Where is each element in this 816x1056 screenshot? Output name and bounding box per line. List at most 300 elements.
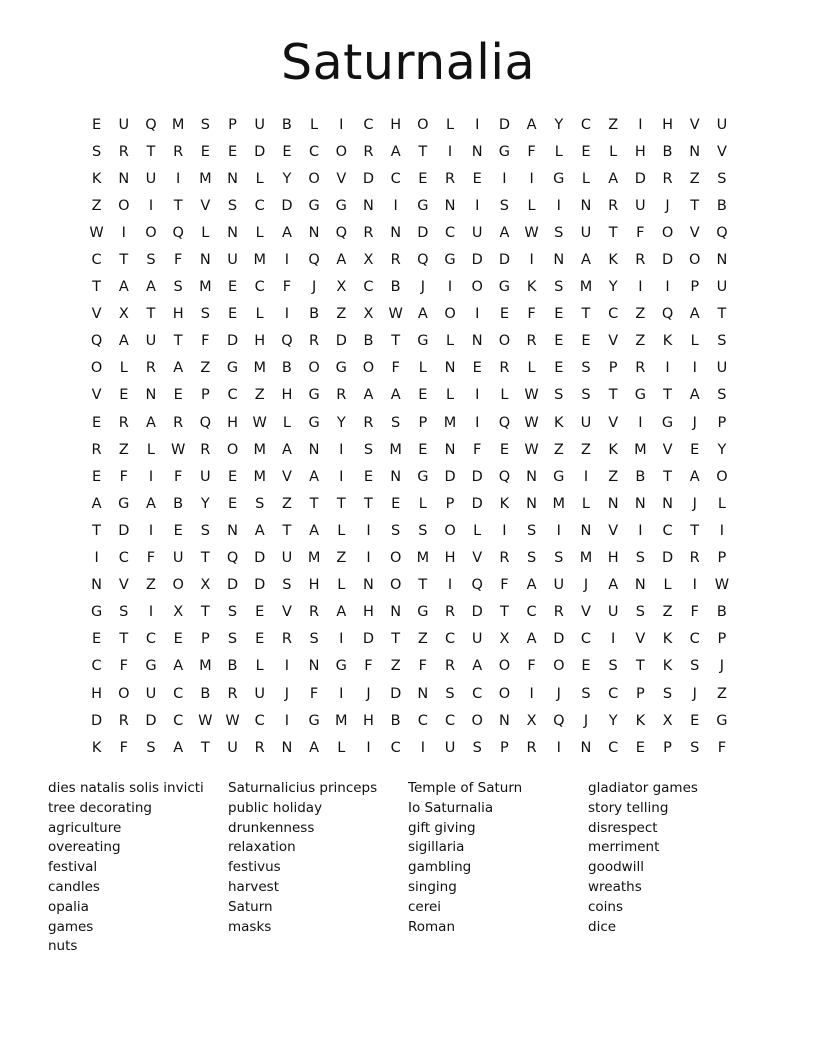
grid-letter: L	[418, 495, 427, 512]
grid-letter: B	[281, 360, 292, 377]
grid-letter: G	[226, 360, 239, 377]
grid-letter: S	[554, 550, 564, 567]
grid-letter: I	[638, 116, 643, 133]
grid-letter: I	[284, 306, 290, 323]
grid-letter: A	[581, 252, 591, 269]
grid-letter: F	[201, 333, 210, 350]
grid-letter: G	[417, 197, 429, 214]
grid-letter: E	[92, 468, 102, 485]
grid-letter: R	[689, 550, 700, 567]
grid-letter: Y	[608, 712, 618, 729]
grid-letter: Q	[716, 224, 728, 241]
grid-letter: Y	[336, 414, 346, 431]
word-column	[408, 779, 588, 937]
grid-letter: E	[635, 739, 645, 756]
grid-letter: N	[308, 441, 320, 458]
grid-letter: S	[391, 522, 401, 539]
grid-letter: B	[716, 604, 727, 621]
grid-letter: R	[499, 360, 510, 377]
grid-letter: I	[339, 468, 344, 485]
grid-letter: S	[200, 522, 210, 539]
grid-letter: I	[339, 116, 344, 133]
grid-letter: I	[583, 468, 589, 485]
grid-letter: A	[689, 468, 700, 485]
grid-letter: F	[500, 577, 509, 594]
grid-letter: T	[418, 143, 428, 160]
grid-letter: N	[689, 143, 701, 160]
grid-letter: O	[716, 468, 728, 485]
grid-letter: C	[444, 224, 456, 241]
grid-letter: P	[200, 387, 210, 404]
grid-letter: C	[662, 522, 673, 539]
grid-letter: A	[526, 116, 537, 133]
grid-letter: E	[418, 441, 428, 458]
grid-letter: B	[635, 468, 646, 485]
grid-letter: D	[281, 197, 293, 214]
grid-letter: N	[580, 197, 592, 214]
grid-letter: J	[583, 712, 589, 729]
grid-letter: I	[529, 252, 534, 269]
grid-letter: C	[444, 631, 456, 648]
grid-letter: A	[689, 306, 700, 323]
grid-letter: M	[253, 468, 266, 485]
grid-letter: N	[118, 170, 130, 187]
grid-letter: C	[444, 712, 456, 729]
grid-letter: X	[336, 279, 347, 296]
grid-letter: T	[282, 522, 292, 539]
grid-letter: U	[471, 631, 483, 648]
grid-letter: P	[717, 631, 727, 648]
grid-letter: I	[393, 197, 398, 214]
grid-letter: M	[253, 360, 266, 377]
grid-letter: I	[529, 170, 534, 187]
grid-letter: Y	[200, 495, 210, 512]
grid-letter: S	[200, 306, 210, 323]
grid-letter: I	[121, 224, 126, 241]
grid-letter: N	[498, 712, 510, 729]
grid-letter: R	[363, 143, 374, 160]
grid-letter: E	[418, 170, 428, 187]
grid-letter: C	[363, 116, 374, 133]
grid-letter: D	[118, 522, 130, 539]
grid-letter: K	[91, 170, 102, 187]
grid-letter: T	[146, 143, 156, 160]
grid-letter: F	[418, 658, 428, 675]
grid-letter: F	[690, 604, 699, 621]
grid-letter: O	[308, 360, 320, 377]
grid-letter: R	[390, 252, 401, 269]
grid-letter: N	[662, 495, 673, 512]
grid-letter: E	[554, 333, 564, 350]
grid-letter: R	[173, 414, 184, 431]
grid-letter: E	[255, 631, 265, 648]
grid-letter: E	[92, 116, 102, 133]
grid-letter: C	[309, 143, 320, 160]
grid-letter: U	[200, 468, 211, 485]
grid-letter: E	[119, 387, 129, 404]
grid-letter: O	[498, 333, 511, 350]
grid-letter: W	[170, 441, 186, 458]
grid-letter: Z	[716, 685, 727, 702]
word-list-item: Roman	[408, 918, 456, 935]
word-list-item: opalia	[48, 898, 89, 915]
grid-letter: C	[227, 387, 238, 404]
grid-letter: R	[200, 441, 211, 458]
grid-letter: U	[444, 739, 456, 756]
grid-letter: K	[662, 658, 673, 675]
grid-letter: R	[309, 604, 320, 621]
grid-letter: D	[498, 252, 510, 269]
grid-letter: U	[254, 116, 266, 133]
grid-letter: S	[445, 685, 455, 702]
grid-letter: D	[335, 333, 347, 350]
grid-letter: N	[471, 333, 483, 350]
grid-letter: G	[417, 468, 429, 485]
word-list-item: relaxation	[228, 839, 296, 856]
grid-letter: W	[524, 224, 539, 241]
grid-letter: S	[146, 739, 156, 756]
grid-letter: N	[227, 224, 238, 241]
grid-letter: A	[309, 468, 320, 485]
grid-letter: P	[690, 279, 700, 296]
grid-letter: Z	[118, 441, 129, 458]
grid-letter: W	[524, 441, 539, 458]
grid-letter: J	[556, 685, 561, 702]
grid-letter: S	[227, 604, 238, 621]
grid-letter: C	[608, 739, 619, 756]
grid-letter: V	[281, 468, 292, 485]
grid-letter: G	[498, 143, 511, 160]
grid-letter: M	[171, 116, 185, 133]
grid-letter: I	[665, 360, 670, 377]
grid-letter: N	[227, 522, 238, 539]
grid-letter: C	[608, 685, 619, 702]
grid-letter: R	[363, 414, 374, 431]
grid-letter: C	[580, 116, 592, 133]
grid-letter: S	[472, 739, 482, 756]
grid-letter: R	[662, 170, 673, 187]
grid-letter: I	[148, 604, 154, 621]
grid-letter: F	[527, 143, 536, 160]
word-column	[588, 779, 768, 937]
grid-letter: H	[363, 712, 374, 729]
grid-letter: S	[91, 143, 102, 160]
grid-letter: Z	[662, 604, 673, 621]
grid-letter: O	[417, 116, 429, 133]
grid-letter: E	[227, 468, 238, 485]
grid-letter: D	[145, 712, 157, 729]
grid-letter: C	[254, 279, 265, 296]
grid-letter: U	[553, 577, 565, 594]
grid-letter: L	[717, 495, 726, 512]
grid-letter: D	[471, 495, 483, 512]
word-list-item: story telling	[588, 799, 669, 816]
grid-letter: Q	[335, 224, 347, 241]
word-list-item: festivus	[228, 859, 281, 876]
word-list-item: dies natalis solis invicti	[48, 780, 204, 796]
word-list-item: coins	[588, 898, 624, 915]
grid-letter: V	[200, 197, 211, 214]
grid-letter: S	[499, 197, 510, 214]
grid-letter: U	[635, 197, 646, 214]
grid-letter: C	[173, 712, 184, 729]
grid-letter: T	[418, 577, 428, 594]
grid-letter: S	[717, 170, 727, 187]
grid-letter: D	[661, 252, 674, 269]
grid-letter: M	[579, 550, 593, 567]
grid-letter: R	[227, 685, 238, 702]
grid-letter: X	[200, 577, 211, 594]
grid-letter: D	[226, 333, 239, 350]
grid-letter: I	[420, 739, 425, 756]
grid-letter: T	[336, 495, 346, 512]
grid-letter: C	[145, 631, 157, 648]
word-list-item: Saturnalicius princeps	[228, 780, 378, 796]
grid-letter: H	[390, 116, 402, 133]
grid-letter: A	[417, 306, 428, 323]
grid-letter: R	[91, 441, 102, 458]
word-list-item: overeating	[48, 839, 121, 856]
grid-letter: P	[608, 360, 618, 377]
grid-letter: T	[364, 495, 373, 512]
grid-letter: N	[281, 739, 293, 756]
grid-letter: U	[227, 739, 238, 756]
grid-letter: I	[475, 387, 480, 404]
grid-letter: N	[526, 468, 538, 485]
grid-letter: T	[663, 387, 672, 404]
word-list-item: tree decorating	[48, 799, 152, 816]
grid-letter: S	[581, 685, 591, 702]
grid-letter: R	[608, 197, 619, 214]
word-list-item: drunkenness	[228, 819, 315, 836]
grid-letter: D	[471, 468, 483, 485]
grid-letter: A	[390, 387, 401, 404]
grid-letter: T	[119, 252, 129, 269]
grid-letter: S	[717, 333, 727, 350]
grid-letter: W	[524, 387, 539, 404]
grid-letter: B	[716, 197, 727, 214]
grid-letter: P	[200, 631, 210, 648]
grid-letter: E	[227, 495, 238, 512]
grid-letter: J	[420, 279, 425, 296]
grid-letter: I	[366, 550, 371, 567]
grid-letter: U	[145, 333, 157, 350]
word-column	[48, 779, 228, 957]
grid-letter: S	[554, 279, 564, 296]
grid-letter: I	[176, 170, 181, 187]
grid-letter: A	[499, 224, 510, 241]
grid-letter: E	[282, 143, 292, 160]
grid-letter: O	[444, 306, 456, 323]
grid-letter: N	[390, 604, 402, 621]
grid-letter: E	[173, 387, 183, 404]
grid-letter: N	[553, 252, 565, 269]
grid-letter: O	[226, 441, 239, 458]
grid-letter: R	[444, 658, 456, 675]
word-list-item: cerei	[408, 898, 442, 915]
grid-letter: P	[500, 739, 509, 756]
grid-letter: D	[91, 712, 103, 729]
grid-letter: I	[692, 577, 697, 594]
grid-letter: E	[173, 522, 183, 539]
grid-letter: I	[638, 279, 643, 296]
grid-letter: L	[663, 577, 672, 594]
grid-letter: S	[717, 387, 727, 404]
grid-letter: F	[173, 468, 183, 485]
grid-letter: E	[227, 306, 238, 323]
grid-letter: E	[363, 468, 374, 485]
grid-letter: E	[173, 631, 183, 648]
grid-letter: X	[118, 306, 129, 323]
grid-letter: M	[199, 170, 212, 187]
grid-letter: R	[173, 143, 184, 160]
grid-letter: G	[308, 387, 320, 404]
grid-letter: S	[418, 522, 428, 539]
grid-letter: T	[663, 468, 672, 485]
grid-letter: R	[118, 712, 129, 729]
grid-letter: B	[390, 712, 401, 729]
grid-letter: M	[335, 712, 348, 729]
word-list-item: gladiator games	[588, 780, 698, 796]
grid-letter: G	[335, 360, 347, 377]
grid-letter: T	[309, 495, 319, 512]
grid-letter: A	[309, 522, 320, 539]
grid-letter: L	[445, 333, 455, 350]
grid-letter: L	[337, 577, 346, 594]
grid-letter: F	[119, 658, 128, 675]
grid-letter: E	[554, 306, 564, 323]
grid-letter: A	[281, 441, 292, 458]
grid-letter: V	[336, 170, 347, 187]
grid-letter: Z	[390, 658, 401, 675]
grid-letter: U	[580, 414, 592, 431]
grid-letter: B	[390, 279, 401, 296]
grid-letter: J	[311, 279, 317, 296]
grid-letter: U	[145, 685, 157, 702]
grid-letter: T	[499, 604, 509, 621]
grid-letter: A	[309, 739, 320, 756]
grid-letter: I	[475, 116, 480, 133]
grid-letter: R	[499, 550, 510, 567]
grid-letter: D	[471, 604, 483, 621]
grid-letter: E	[227, 143, 238, 160]
grid-letter: I	[447, 279, 453, 296]
grid-letter: N	[363, 577, 374, 594]
grid-letter: T	[608, 387, 618, 404]
grid-letter: O	[362, 360, 375, 377]
grid-letter: R	[336, 387, 347, 404]
grid-letter: U	[580, 224, 592, 241]
grid-letter: Q	[471, 577, 483, 594]
grid-letter: C	[254, 712, 265, 729]
word-list	[0, 779, 816, 959]
grid-letter: X	[363, 306, 374, 323]
grid-letter: Z	[581, 441, 591, 458]
grid-letter: R	[526, 739, 537, 756]
grid-letter: Q	[199, 414, 212, 431]
grid-letter: X	[499, 631, 510, 648]
grid-letter: N	[634, 577, 646, 594]
grid-letter: A	[146, 414, 156, 431]
grid-letter: W	[388, 306, 403, 323]
grid-letter: D	[661, 550, 674, 567]
grid-letter: W	[198, 712, 213, 729]
grid-letter: A	[281, 224, 292, 241]
grid-letter: L	[418, 360, 427, 377]
grid-letter: Z	[608, 468, 619, 485]
grid-letter: U	[281, 550, 293, 567]
grid-letter: S	[690, 739, 700, 756]
grid-letter: U	[254, 685, 266, 702]
grid-letter: S	[173, 279, 183, 296]
grid-letter: I	[692, 360, 697, 377]
grid-letter: H	[634, 143, 646, 160]
grid-letter: I	[94, 550, 99, 567]
grid-letter: N	[417, 685, 429, 702]
word-list-item: masks	[228, 918, 272, 935]
grid-letter: Z	[200, 360, 211, 377]
grid-letter: N	[580, 522, 592, 539]
grid-letter: I	[284, 252, 290, 269]
grid-letter: P	[717, 550, 727, 567]
grid-letter: S	[309, 631, 319, 648]
grid-letter: J	[284, 685, 290, 702]
grid-letter: G	[417, 333, 429, 350]
grid-letter: T	[146, 306, 156, 323]
grid-letter: O	[335, 143, 347, 160]
grid-letter: P	[418, 414, 428, 431]
grid-letter: A	[336, 252, 347, 269]
grid-letter: F	[636, 224, 645, 241]
grid-letter: V	[118, 577, 129, 594]
grid-letter: N	[526, 495, 538, 512]
grid-letter: E	[581, 143, 591, 160]
grid-letter: S	[391, 414, 401, 431]
grid-letter: F	[473, 441, 482, 458]
grid-letter: S	[227, 631, 238, 648]
grid-letter: G	[145, 658, 157, 675]
grid-letter: V	[581, 604, 591, 621]
grid-letter: R	[444, 170, 456, 187]
grid-letter: S	[363, 441, 374, 458]
grid-letter: C	[608, 306, 619, 323]
grid-letter: R	[635, 252, 646, 269]
grid-letter: O	[444, 522, 456, 539]
grid-letter: U	[172, 550, 184, 567]
grid-letter: M	[253, 441, 266, 458]
grid-letter: O	[172, 577, 184, 594]
grid-letter: N	[444, 360, 456, 377]
grid-letter: K	[662, 631, 673, 648]
grid-letter: Y	[554, 116, 564, 133]
grid-letter: A	[390, 143, 401, 160]
grid-letter: I	[475, 414, 480, 431]
grid-letter: Q	[417, 252, 429, 269]
grid-letter: K	[91, 739, 102, 756]
grid-letter: L	[337, 522, 346, 539]
grid-letter: A	[173, 360, 184, 377]
grid-letter: M	[253, 252, 266, 269]
grid-letter: L	[255, 170, 264, 187]
grid-letter: S	[255, 495, 265, 512]
grid-letter: N	[390, 224, 402, 241]
word-list-item: harvest	[228, 878, 280, 895]
grid-letter: K	[608, 252, 618, 269]
grid-letter: I	[556, 522, 561, 539]
grid-letter: S	[690, 658, 700, 675]
word-list-item: nuts	[48, 938, 78, 955]
grid-letter: V	[635, 631, 646, 648]
